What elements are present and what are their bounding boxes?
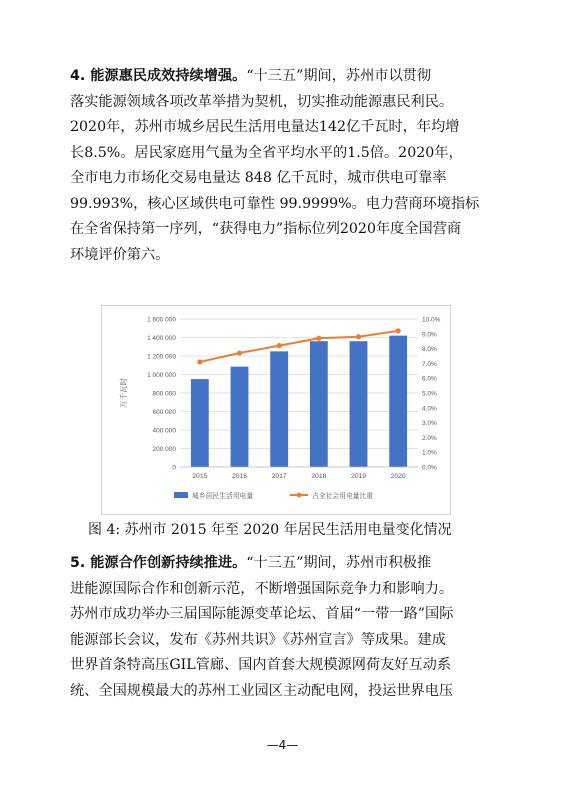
section-4-paragraph — [70, 64, 500, 268]
bar — [310, 341, 328, 467]
section-5-line-3: 苏州市成功举办三届国际能源变革论坛、首届“一带一路”国际 — [70, 606, 454, 622]
legend-label-bars: 城乡居民生活用电量 — [192, 493, 254, 500]
y2-tick-label: 8.0% — [422, 346, 437, 354]
y-tick-label: 600 000 — [152, 409, 176, 416]
section-4-line-5: 全市电力市场化交易电量达 848 亿千瓦时，城市供电可靠率 — [70, 170, 447, 186]
y2-tick-label: 9.0% — [422, 331, 437, 339]
line-point — [356, 334, 361, 339]
bar — [350, 341, 368, 467]
page-number: —4— — [266, 738, 299, 752]
y2-tick-label: 4.0% — [422, 405, 437, 413]
y2-tick-label: 1.0% — [422, 449, 437, 457]
y2-tick-label: 7.0% — [422, 360, 437, 368]
bar — [270, 351, 288, 467]
chart-canvas — [102, 306, 450, 514]
bar — [191, 379, 209, 467]
section-4-text: “十三五”期间，苏州市以贯彻 — [246, 68, 432, 84]
bar — [389, 336, 407, 467]
x-tick-label: 2015 — [192, 473, 208, 480]
y2-tick-label: 0.0% — [422, 464, 437, 472]
y2-tick-label: 10.0% — [422, 316, 441, 324]
y-tick-label: 400 000 — [152, 427, 176, 435]
legend-swatch-bars — [174, 492, 188, 498]
section-4-line-4: 长8.5%。居民家庭用气量为全省平均水平的1.5倍。2020年， — [70, 144, 463, 161]
section-5-heading: 5. 能源合作创新持续推进。 — [70, 555, 247, 571]
series-line — [200, 331, 398, 362]
section-5-line-1 — [70, 551, 500, 577]
legend-marker-line — [297, 493, 302, 498]
line-point — [396, 328, 401, 333]
line-point — [316, 336, 321, 341]
y-tick-label: 200 000 — [152, 446, 176, 453]
section-4-line-7: 在全省保持第一序列，“获得电力”指标位列2020年度全国营商 — [70, 221, 462, 237]
y2-tick-label: 2.0% — [422, 434, 437, 442]
section-4-heading: 4. 能源惠民成效持续增强。 — [70, 68, 247, 84]
section-5-line-4: 能源部长会议，发布《苏州共识》《苏州宣言》等成果。建成 — [70, 631, 446, 648]
y-tick-label: 0 — [172, 464, 176, 472]
y2-tick-label: 3.0% — [422, 420, 437, 428]
x-tick-label: 2020 — [390, 473, 406, 480]
x-tick-label: 2019 — [350, 473, 367, 480]
y2-tick-label: 6.0% — [422, 375, 437, 383]
y-axis-label: 万千瓦时 — [119, 378, 128, 408]
line-point — [237, 350, 242, 355]
section-4-line-1 — [70, 64, 500, 90]
x-tick-label: 2016 — [231, 473, 248, 480]
section-4-line-3: 2020年，苏州市城乡居民生活用电量达142亿千瓦时，年均增 — [70, 119, 460, 135]
section-4-line-6: 99.993%，核心区域供电可靠性 99.9999%。电力营商环境指标 — [70, 195, 480, 212]
y-tick-label: 1 400 000 — [147, 335, 176, 342]
y2-tick-label: 5.0% — [422, 390, 437, 398]
y-tick-label: 1 600 000 — [147, 316, 176, 324]
y-tick-label: 1 000 000 — [147, 372, 176, 379]
line-point — [277, 343, 282, 348]
electricity-chart — [101, 305, 451, 515]
section-4-line-2: 落实能源领域各项改革举措为契机，切实推动能源惠民利民。 — [70, 93, 454, 110]
section-5-text: “十三五”期间，苏州市积极推 — [246, 555, 432, 571]
figure-caption: 图 4: 苏州市 2015 年至 2020 年居民生活用电量变化情况 — [88, 522, 452, 538]
section-5-line-2: 进能源国际合作和创新示范，不断增强国际竞争力和影响力。 — [70, 580, 454, 597]
line-point — [197, 359, 202, 364]
section-5-line-6: 统、全国规模最大的苏州工业园区主动配电网，投运世界电压 — [70, 682, 454, 699]
y-tick-label: 800 000 — [152, 390, 176, 398]
section-4-line-8: 环境评价第六。 — [70, 246, 170, 263]
legend-label-line: 占全社会用电量比重 — [312, 493, 374, 500]
bar — [231, 367, 249, 467]
section-5-line-5: 世界首条特高压GIL管廊、国内首套大规模源网荷友好互动系 — [70, 657, 452, 673]
x-tick-label: 2018 — [311, 473, 327, 480]
x-tick-label: 2017 — [271, 473, 287, 480]
y-tick-label: 1 200 000 — [147, 353, 176, 361]
section-5-paragraph — [70, 551, 500, 704]
